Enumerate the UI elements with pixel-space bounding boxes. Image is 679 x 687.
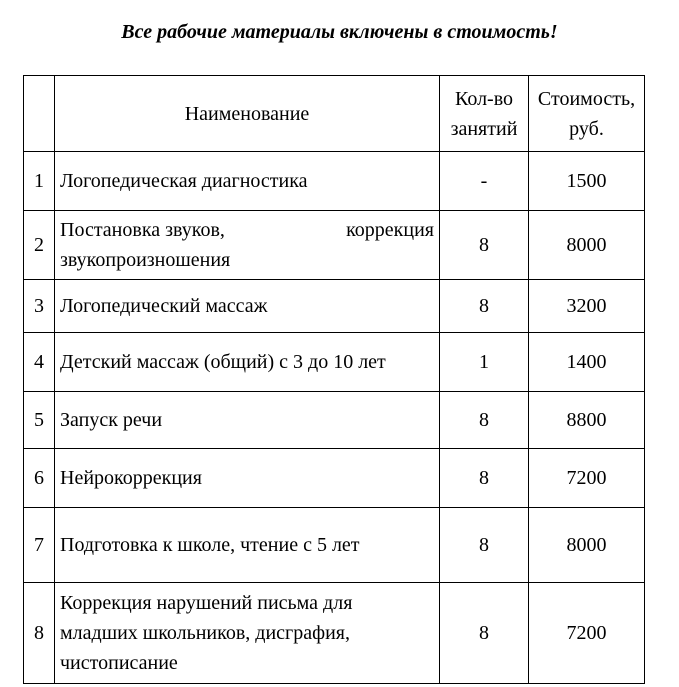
row-service-name: Детский массаж (общий) с 3 до 10 лет	[55, 333, 440, 392]
row-service-name: Подготовка к школе, чтение с 5 лет	[55, 508, 440, 583]
row-cost: 8000	[529, 211, 645, 280]
table-row	[24, 392, 645, 449]
row-cost: 7200	[529, 449, 645, 508]
row-quantity: 1	[440, 333, 529, 392]
header-name-cell: Наименование	[55, 76, 440, 152]
table-row	[24, 508, 645, 583]
row-quantity: 8	[440, 449, 529, 508]
row-number: 8	[24, 583, 55, 684]
row-cost: 3200	[529, 280, 645, 333]
row-number: 6	[24, 449, 55, 508]
row-quantity: -	[440, 152, 529, 211]
row-number: 1	[24, 152, 55, 211]
row-cost: 8000	[529, 508, 645, 583]
row-service-name: Логопедическая диагностика	[55, 152, 440, 211]
table-header-row	[24, 76, 645, 152]
row-service-name: Запуск речи	[55, 392, 440, 449]
row-service-name-line2: младших школьников, дисграфия,	[60, 622, 350, 644]
table-row	[24, 152, 645, 211]
row-service-name-word2: коррекция	[346, 219, 434, 241]
row-quantity: 8	[440, 211, 529, 280]
table-row	[24, 333, 645, 392]
row-service-name	[55, 211, 440, 280]
row-quantity: 8	[440, 392, 529, 449]
row-service-name	[55, 583, 440, 684]
row-number: 5	[24, 392, 55, 449]
row-service-name: Логопедический массаж	[55, 280, 440, 333]
row-service-name-line1	[60, 215, 434, 245]
row-cost: 1500	[529, 152, 645, 211]
row-quantity: 8	[440, 583, 529, 684]
row-number: 4	[24, 333, 55, 392]
table-row	[24, 211, 645, 280]
table-row	[24, 583, 645, 684]
row-cost: 8800	[529, 392, 645, 449]
page-title: Все рабочие материалы включены в стоимость!	[121, 21, 558, 43]
header-number-cell	[24, 76, 55, 152]
header-quantity-line1: Кол-во	[454, 87, 514, 110]
row-service-name-line3: чистописание	[60, 652, 178, 674]
row-quantity: 8	[440, 508, 529, 583]
row-number: 3	[24, 280, 55, 333]
header-quantity-cell	[440, 76, 529, 152]
row-service-name-line1: Коррекция нарушений письма для	[60, 592, 353, 614]
header-quantity-line2: занятий	[450, 117, 518, 140]
row-cost: 1400	[529, 333, 645, 392]
row-number: 7	[24, 508, 55, 583]
table-row	[24, 449, 645, 508]
row-service-name-line2: звукопроизношения	[60, 249, 231, 271]
row-service-name-word1: Постановка звуков,	[60, 219, 225, 241]
header-cost-cell	[529, 76, 645, 152]
table-row	[24, 280, 645, 333]
row-service-name: Нейрокоррекция	[55, 449, 440, 508]
header-cost-line1: Стоимость,	[537, 87, 636, 110]
header-cost-line2: руб.	[569, 117, 604, 140]
row-quantity: 8	[440, 280, 529, 333]
price-table	[23, 75, 645, 684]
row-number: 2	[24, 211, 55, 280]
row-cost: 7200	[529, 583, 645, 684]
